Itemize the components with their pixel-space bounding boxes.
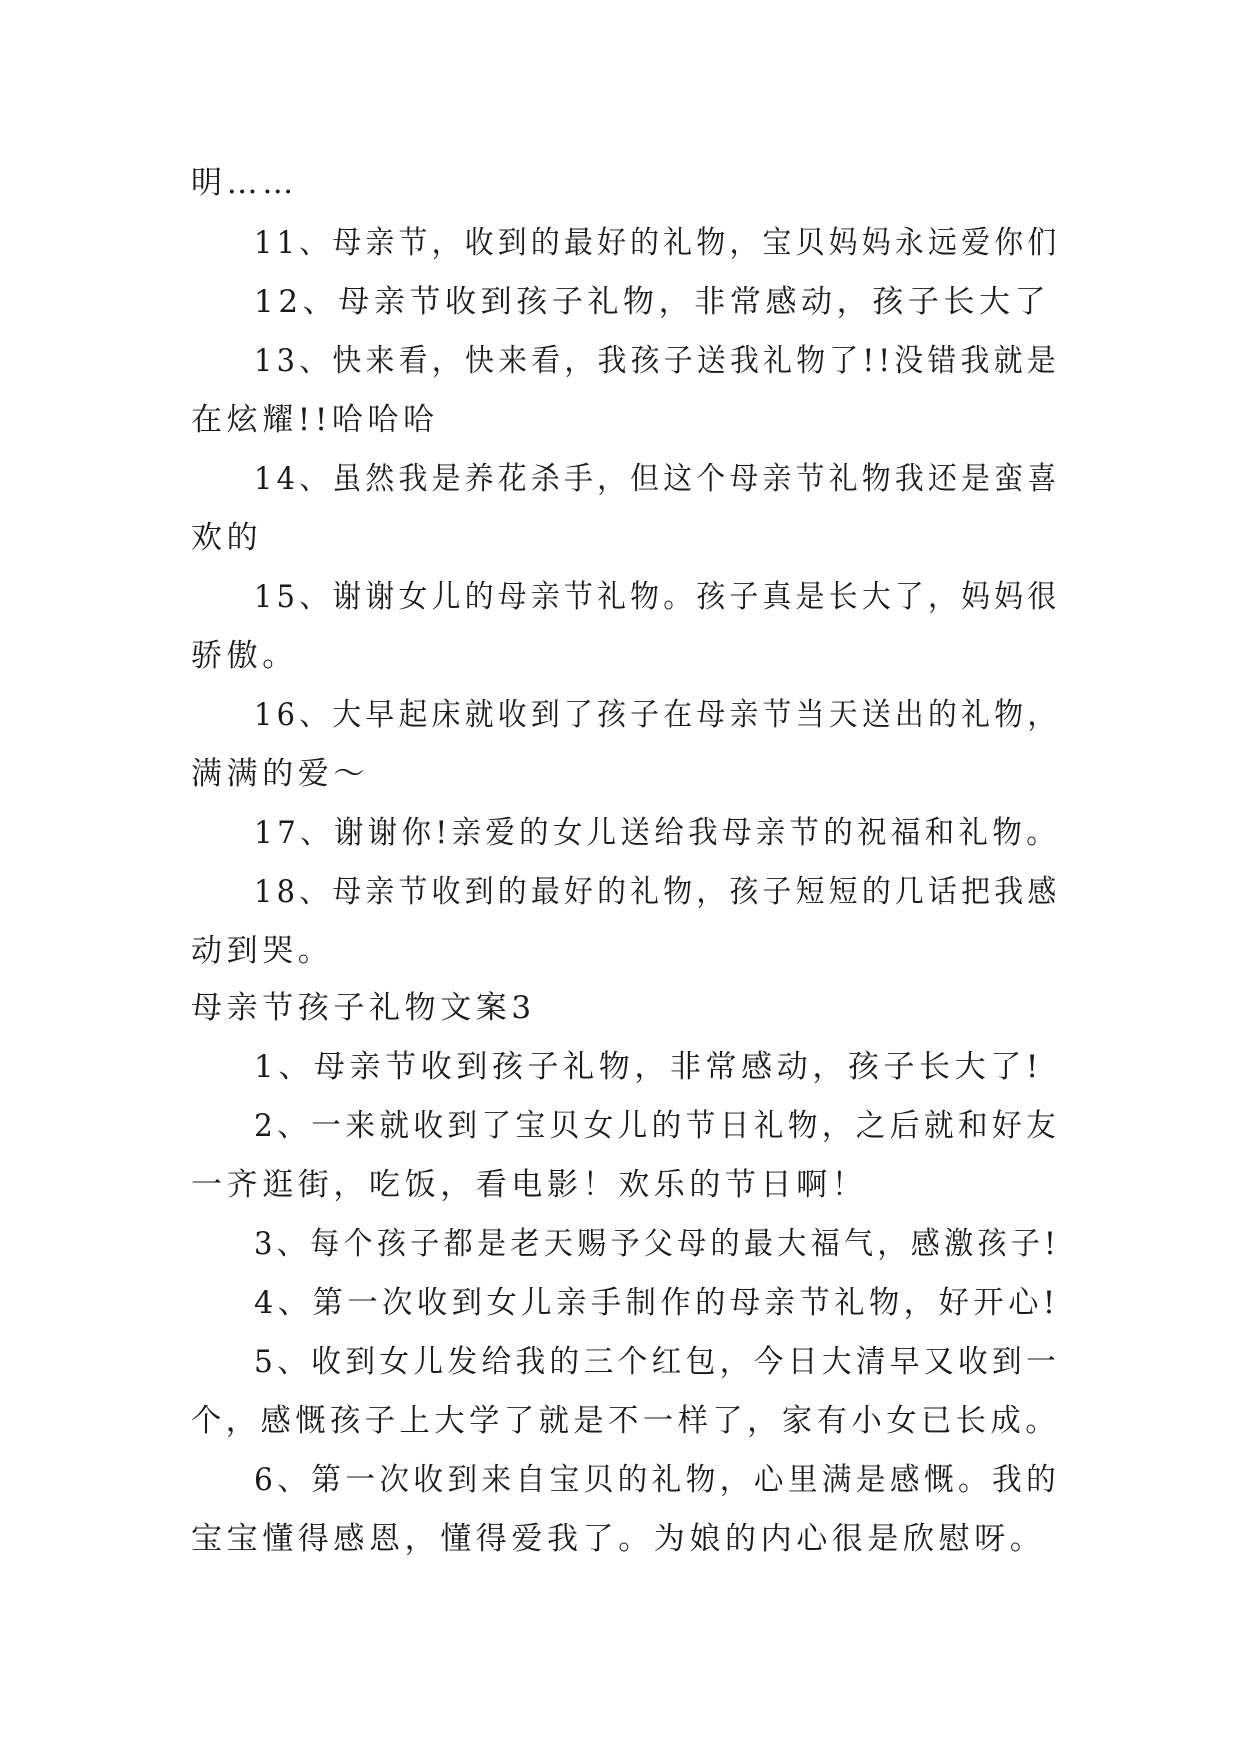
text-line: 满满的爱～	[191, 756, 369, 792]
text-line: 个，感慨孩子上大学了就是不一样了，家有小女已长成。	[191, 1403, 1060, 1439]
text-line: 13、快来看，快来看，我孩子送我礼物了!!没错我就是	[254, 343, 1060, 379]
text-line: 15、谢谢女儿的母亲节礼物。孩子真是长大了，妈妈很	[254, 579, 1061, 615]
text-line: 宝宝懂得感恩，懂得爱我了。为娘的内心很是欣慰呀。	[191, 1521, 1046, 1557]
text-line: 11、母亲节，收到的最好的礼物，宝贝妈妈永远爱你们	[254, 225, 1061, 261]
text-line: 在炫耀!!哈哈哈	[191, 402, 439, 438]
text-line: 欢的	[191, 520, 263, 556]
text-line: 16、大早起床就收到了孩子在母亲节当天送出的礼物，	[254, 697, 1061, 733]
section-heading: 母亲节孩子礼物文案3	[191, 990, 536, 1026]
text-line: 17、谢谢你!亲爱的女儿送给我母亲节的祝福和礼物。	[254, 815, 1060, 851]
text-line: 5、收到女儿发给我的三个红包，今日大清早又收到一	[254, 1344, 1061, 1380]
text-line: 一齐逛街，吃饭，看电影！欢乐的节日啊！	[191, 1167, 868, 1203]
text-line: 4、第一次收到女儿亲手制作的母亲节礼物，好开心!	[254, 1285, 1060, 1321]
text-line: 明……	[191, 165, 298, 201]
text-line: 1、母亲节收到孩子礼物，非常感动，孩子长大了!	[254, 1049, 1043, 1085]
text-line: 3、每个孩子都是老天赐予父母的最大福气，感激孩子!	[254, 1226, 1061, 1262]
text-line: 6、第一次收到来自宝贝的礼物，心里满是感慨。我的	[254, 1462, 1061, 1498]
text-line: 骄傲。	[191, 638, 298, 674]
text-line: 12、母亲节收到孩子礼物，非常感动，孩子长大了	[254, 284, 1051, 320]
text-line: 18、母亲节收到的最好的礼物，孩子短短的几话把我感	[254, 874, 1061, 910]
text-line: 14、虽然我是养花杀手，但这个母亲节礼物我还是蛮喜	[254, 461, 1061, 497]
text-line: 动到哭。	[191, 933, 334, 969]
text-line: 2、一来就收到了宝贝女儿的节日礼物，之后就和好友	[254, 1108, 1061, 1144]
